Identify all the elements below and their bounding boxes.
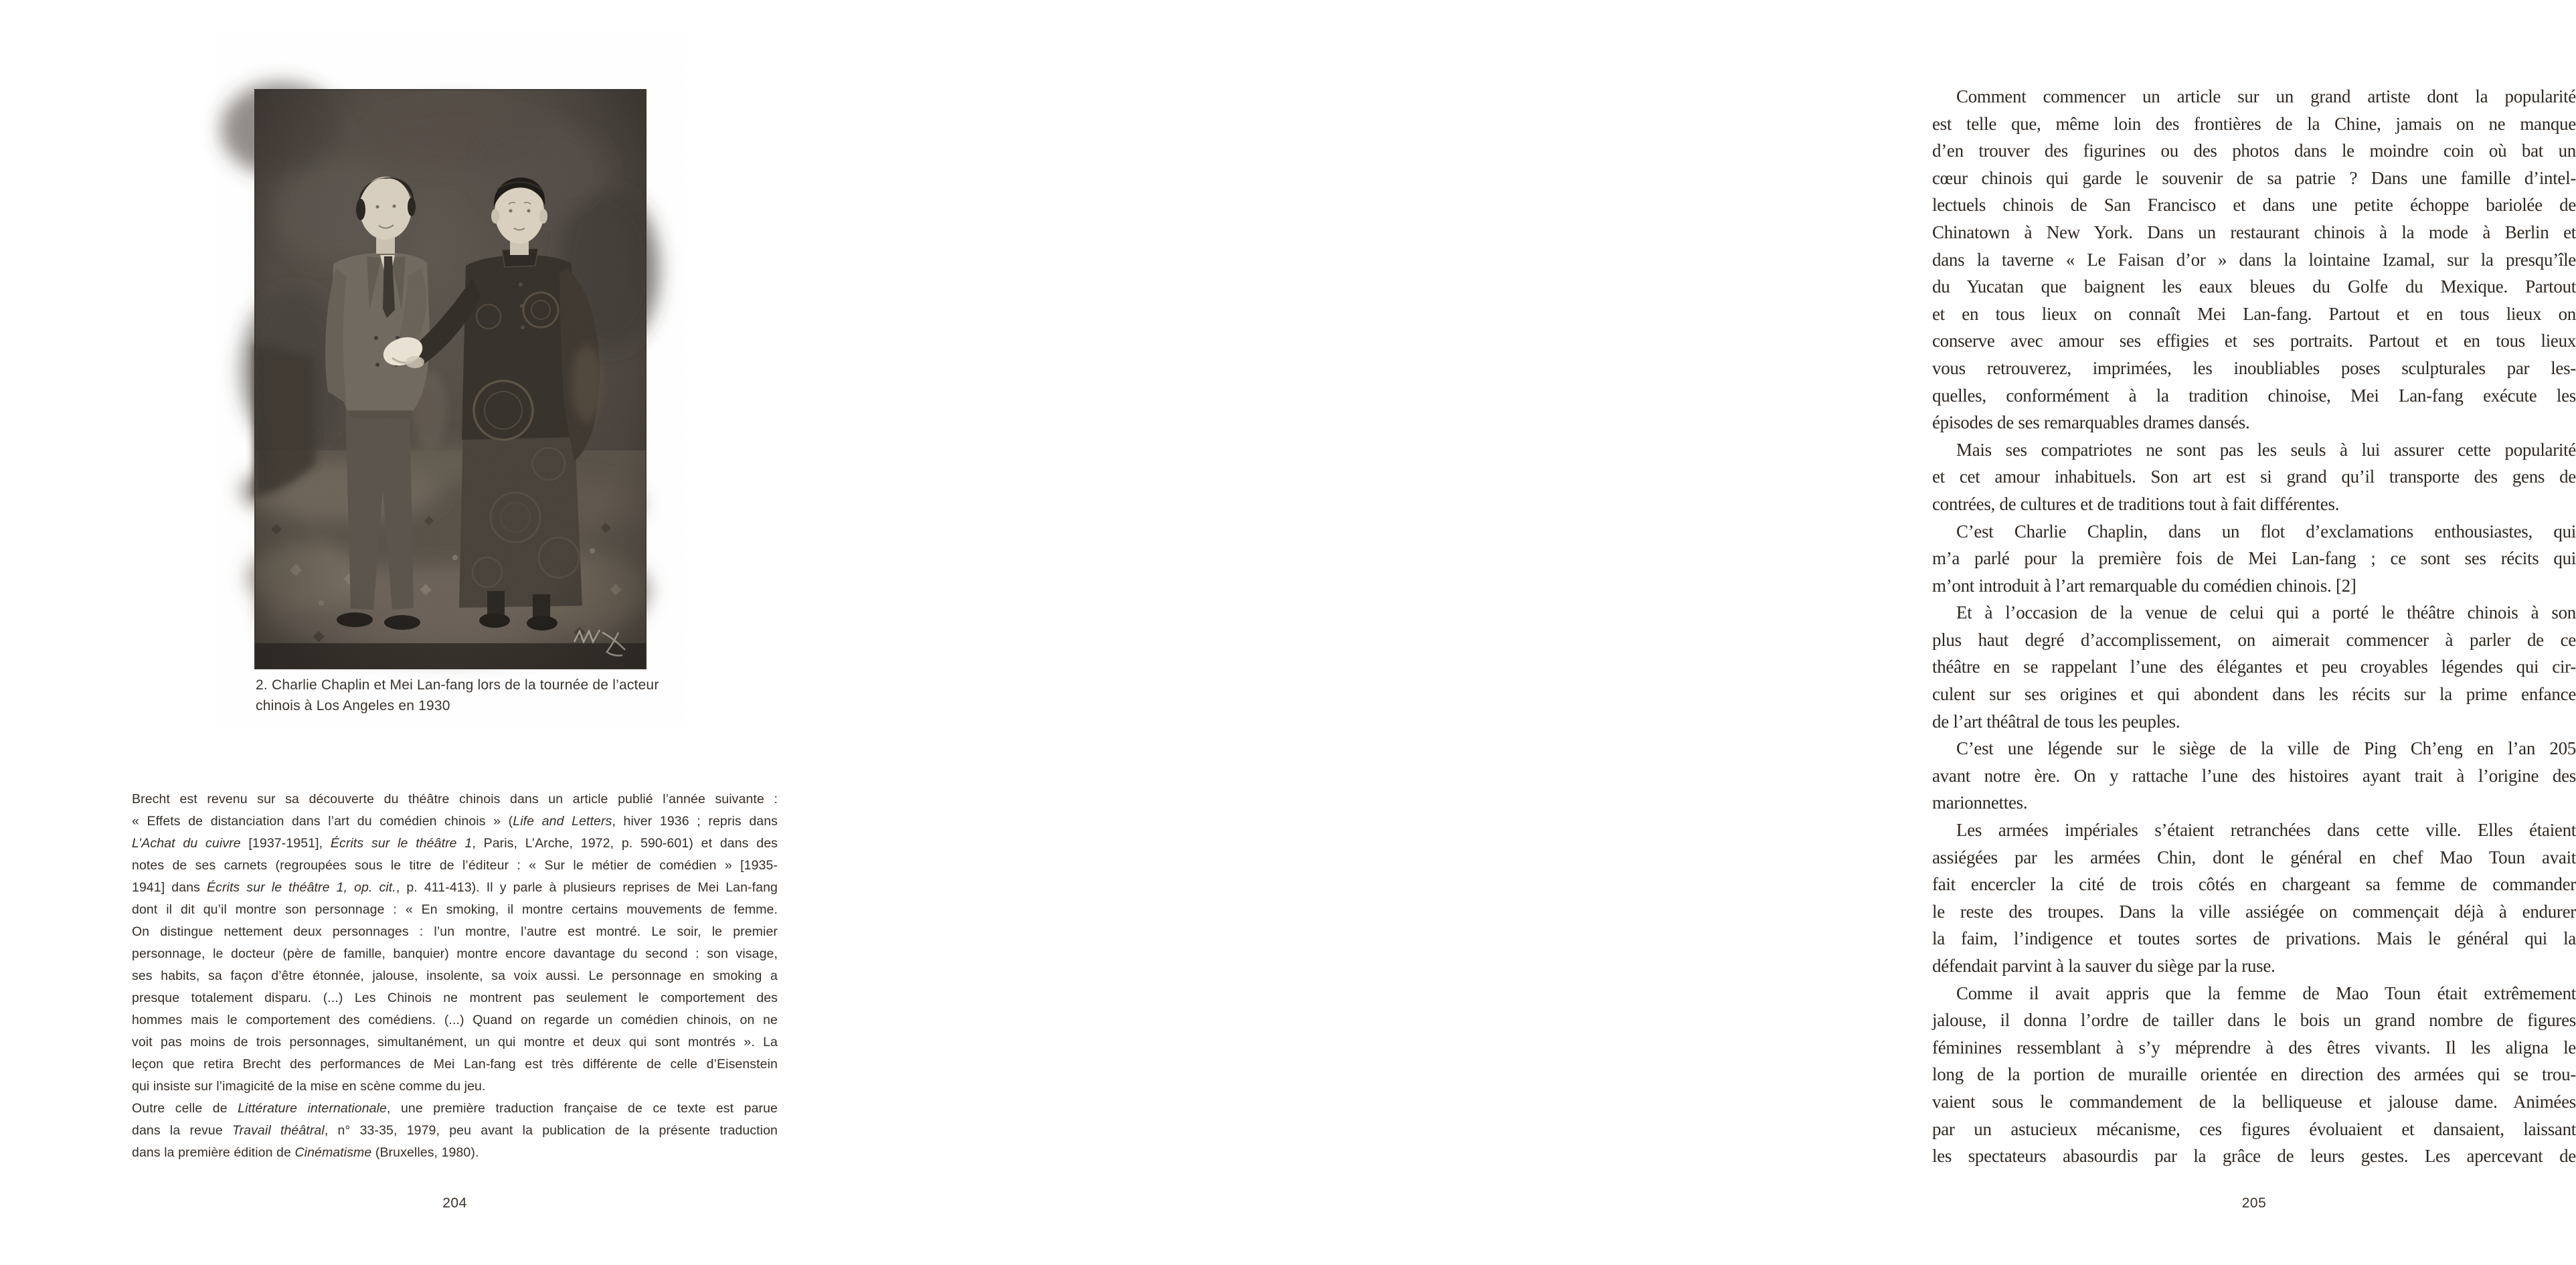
text-line: notes de ses carnets (regroupées sous le titre de l’éditeur : « Sur le métier de comédien » [1935- [132, 858, 778, 873]
text-line: par un astucieux mécanisme, ces figures évoluaient et dansaient, laissant [1932, 1118, 2576, 1139]
text-line: On distingue nettement deux personnages : l’un montre, l’autre est montré. Le soir, le premier [132, 924, 778, 939]
text-line: Brecht est revenu sur sa découverte du théâtre chinois dans un article publié l’année suivante : [132, 792, 778, 807]
text-line: de l’art théâtral de tous les peuples. [1932, 711, 2180, 732]
paragraph [1932, 518, 2576, 600]
text-line: Mais ses compatriotes ne sont pas les seuls à lui assurer cette popularité [1956, 439, 2576, 460]
text-line: 2. Charlie Chaplin et Mei Lan-fang lors de la tournée de l’acteur [256, 677, 659, 693]
paragraph [1932, 599, 2576, 735]
text-line: du Yucatan que baignent les eaux bleues du Golfe du Mexique. Partout [1932, 276, 2576, 297]
text-line: personnage, le docteur (père de famille, banquier) montre encore davantage du second : son visage, [132, 946, 778, 961]
paragraph [1932, 980, 2576, 1170]
text-line: théâtre en se rappelant l’une des élégantes et peu croyables légendes qui cir- [1932, 657, 2576, 677]
text-line: Comme il avait appris que la femme de Mao Toun était extrêmement [1956, 983, 2576, 1003]
text-line: Chinatown à New York. Dans un restaurant chinois à la mode à Berlin et [1932, 222, 2576, 242]
text-line: « Effets de distanciation dans l’art du comédien chinois » (Life and Letters, hiver 1936 ; repris dans [132, 814, 778, 829]
text-line: défendait parvint à la sauver du siège par la ruse. [1932, 956, 2276, 976]
page-number-left: 204 [442, 1195, 467, 1211]
paragraph [132, 1098, 778, 1164]
text-line: Comment commencer un article sur un grand artiste dont la popularité [1956, 86, 2576, 106]
text-line: qui insiste sur l’imagicité de la mise en scène comme du jeu. [132, 1079, 486, 1094]
text-line: L’Achat du cuivre [1937-1951], Écrits sur le théâtre 1, Paris, L’Arche, 1972, p. 590-601) et dans des [132, 836, 778, 851]
paragraph [1932, 817, 2576, 980]
paragraph [1932, 436, 2576, 518]
photo-caption [256, 675, 697, 716]
text-line: cœur chinois qui garde le souvenir de sa patrie ? Dans une famille d’intel- [1932, 167, 2576, 188]
text-line: long de la portion de muraille orientée en direction des armées qui se trou- [1932, 1064, 2576, 1085]
text-line: le reste des troupes. Dans la ville assiégée on commençait déjà à endurer [1932, 901, 2576, 922]
paragraph [1932, 735, 2576, 817]
article-text [1932, 83, 2576, 1170]
text-line: plus haut degré d’accomplissement, on aimerait commencer à parler de ce [1932, 629, 2576, 650]
paragraph [256, 675, 697, 716]
photo-image [254, 89, 647, 669]
text-line: m’a parlé pour la première fois de Mei Lan-fang ; ce sont ses récits qui [1932, 548, 2576, 569]
text-line: épisodes de ses remarquables drames dansés. [1932, 412, 2250, 433]
text-line: dans la première édition de Cinématisme (Bruxelles, 1980). [132, 1145, 479, 1160]
text-line: la faim, l’indigence et toutes sortes de privations. Mais le général qui la [1932, 928, 2576, 949]
page-number-right: 205 [2241, 1195, 2267, 1211]
text-line: dans la taverne « Le Faisan d’or » dans la lointaine Izamal, sur la presqu’île [1932, 249, 2576, 270]
text-line: dont il dit qu’il montre son personnage : « En smoking, il montre certains mouvements de femme. [132, 902, 778, 917]
text-line: et en tous lieux on connaît Mei Lan-fang. Partout et en tous lieux on [1932, 303, 2576, 324]
text-line: culent sur ses origines et qui abondent dans les récits sur la prime enfance [1932, 684, 2576, 705]
text-line: est telle que, même loin des frontières de la Chine, jamais on ne manque [1932, 113, 2576, 134]
text-line: vous retrouverez, imprimées, les inoubliables poses sculpturales par les- [1932, 357, 2576, 378]
text-line: d’en trouver des figurines ou des photos dans le moindre coin où bat un [1932, 141, 2576, 161]
text-line: Outre celle de Littérature internationale, une première traduction française de ce texte est parue [132, 1101, 778, 1116]
text-line: conserve avec amour ses effigies et ses portraits. Partout et en tous lieux [1932, 331, 2576, 351]
paragraph [1932, 83, 2576, 436]
text-line: 1941] dans Écrits sur le théâtre 1, op. cit., p. 411-413). Il y parle à plusieurs reprises de Mei Lan-fang [132, 880, 778, 895]
text-line: chinois à Los Angeles en 1930 [256, 698, 450, 713]
text-line: m’ont introduit à l’art remarquable du comédien chinois. [2] [1932, 575, 2356, 596]
editorial-note [132, 788, 778, 1164]
text-line: Les armées impériales s’étaient retranchées dans cette ville. Elles étaient [1956, 820, 2576, 841]
photo-chaplin-mei-lanfang [254, 89, 647, 669]
text-line: leçon que retira Brecht des performances de Mei Lan-fang est très différente de celle d’Eisenstein [132, 1057, 778, 1072]
text-line: vaient sous le commandement de la belliqueuse et jalouse dame. Animées [1932, 1091, 2576, 1112]
text-line: les spectateurs abasourdis par la grâce de leurs gestes. Les apercevant de [1932, 1146, 2576, 1167]
text-line: C’est une légende sur le siège de la ville de Ping Ch’eng en l’an 205 [1956, 738, 2576, 759]
text-line: assiégées par les armées Chin, dont le général en chef Mao Toun avait [1932, 847, 2576, 867]
text-line: fait encercler la cité de trois côtés en chargeant sa femme de commander [1932, 874, 2576, 895]
text-line: Et à l’occasion de la venue de celui qui a porté le théâtre chinois à son [1956, 602, 2576, 623]
text-line: et cet amour inhabituels. Son art est si grand qu’il transporte des gens de [1932, 467, 2576, 487]
text-line: quelles, conformément à la tradition chinoise, Mei Lan-fang exécute les [1932, 385, 2576, 406]
paragraph [132, 788, 778, 1098]
text-line: féminines ressemblant à s’y méprendre à des êtres vivants. Il les aligna le [1932, 1037, 2576, 1058]
text-line: dans la revue Travail théâtral, n° 33-35, 1979, peu avant la publication de la présente traduction [132, 1123, 778, 1138]
text-line: ses habits, sa façon d’être étonnée, jalouse, insolente, sa voix aussi. Le personnage en smoking a [132, 968, 778, 983]
text-line: jalouse, il donna l’ordre de tailler dans le bois un grand nombre de figures [1932, 1010, 2576, 1031]
text-line: avant notre ère. On y rattache l’une des histoires ayant trait à l’origine des [1932, 765, 2576, 786]
text-line: voit pas moins de trois personnages, simultanément, un qui montre et deux qui sont montrés ». La [132, 1035, 778, 1049]
page-left [0, 0, 895, 1265]
text-line: contrées, de cultures et de traditions tout à fait différentes. [1932, 493, 2340, 514]
page-right [895, 0, 2576, 1265]
text-line: lectuels chinois de San Francisco et dans une petite échoppe bariolée de [1932, 195, 2576, 216]
text-line: C’est Charlie Chaplin, dans un flot d’exclamations enthousiastes, qui [1956, 521, 2576, 541]
text-line: hommes mais le comportement des comédiens. (...) Quand on regarde un comédien chinois, on ne [132, 1013, 778, 1027]
text-line: presque totalement disparu. (...) Les Chinois ne montrent pas seulement le comportement des [132, 991, 778, 1005]
text-line: marionnettes. [1932, 792, 2028, 813]
